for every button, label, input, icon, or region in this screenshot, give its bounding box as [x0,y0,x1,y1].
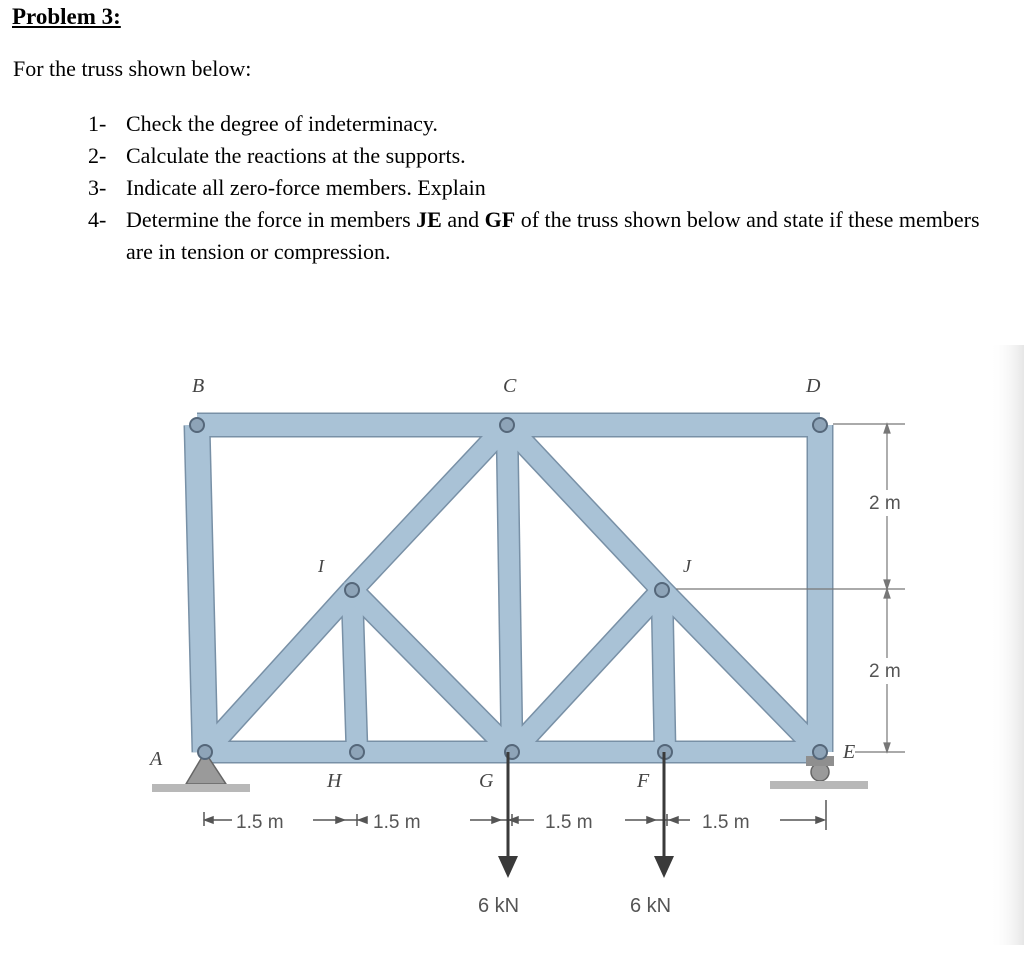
dim-label-hg: 1.5 m [373,812,421,833]
dim-label-lower: 2 m [869,661,901,682]
member-ig [352,590,512,752]
task-number: 3- [88,175,107,200]
joint-label-d: D [806,375,821,397]
member-ic [352,425,507,590]
pin-h [350,745,364,759]
member-gj [512,590,662,752]
edge-shadow [990,345,1024,945]
member-ab [197,425,205,752]
ground-a [152,784,250,792]
joint-label-i: I [318,556,324,576]
ground-e [770,781,868,789]
pin-j [655,583,669,597]
dim-label-upper: 2 m [869,493,901,514]
pin-e [813,745,827,759]
dim-label-fe: 1.5 m [702,812,750,833]
vertical-dimension [676,424,905,752]
joint-label-h: H [327,770,342,792]
member-ai [205,590,352,752]
joint-label-g: G [479,770,494,792]
member-ih [352,590,357,752]
load-arrow-g [498,752,518,878]
task-text: Check the degree of indeterminacy. [126,111,438,136]
pin-d [813,418,827,432]
member-gf-label: GF [484,207,516,232]
pin-a [198,745,212,759]
joint-label-e: E [843,741,856,763]
pin-b [190,418,204,432]
task-text-part: of the truss shown below and state if these members are in tension or compression. [126,207,980,264]
pin-c [500,418,514,432]
task-text: Calculate the reactions at the supports. [126,143,466,168]
load-label-g: 6 kN [478,895,520,917]
member-je [662,590,820,752]
joint-label-j: J [683,556,691,576]
dim-label-gf: 1.5 m [545,812,593,833]
task-number: 2- [88,143,107,168]
member-cj [507,425,662,590]
joint-label-c: C [503,375,517,397]
task-text: Indicate all zero-force members. Explain [126,175,486,200]
joint-label-b: B [192,375,205,397]
load-label-f: 6 kN [630,895,672,917]
task-text-part: and [441,207,485,232]
problem-title: Problem 3: [12,4,121,29]
joint-label-a: A [150,748,163,770]
dim-label-ah: 1.5 m [236,812,284,833]
pin-i [345,583,359,597]
intro-text: For the truss shown below: [13,56,252,81]
task-text-part: Determine the force in members [126,207,417,232]
task-number: 1- [88,111,107,136]
task-number: 4- [88,207,107,232]
load-arrow-f [654,752,674,878]
member-jf [662,590,665,752]
member-cg [507,425,512,752]
joint-label-f: F [637,770,650,792]
member-je-label: JE [416,207,442,232]
